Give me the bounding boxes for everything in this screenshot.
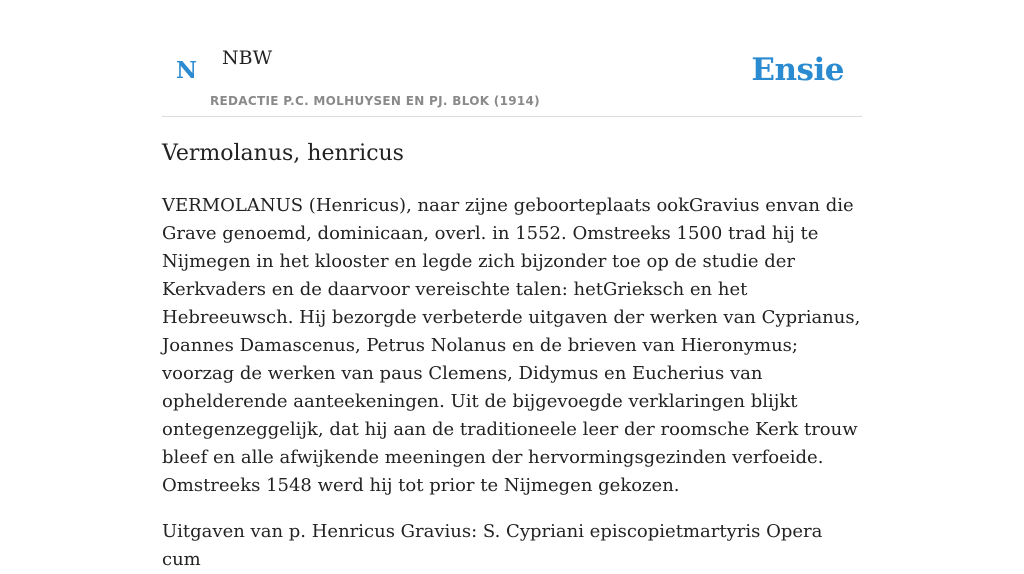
article-title: Vermolanus, henricus: [162, 141, 404, 166]
source-subtitle: REDACTIE P.C. MOLHUYSEN EN PJ. BLOK (1914): [210, 94, 540, 108]
source-name[interactable]: NBW: [222, 47, 273, 69]
article-paragraph: Uitgaven van p. Henricus Gravius: S. Cypriani episcopietmartyris Opera cum: [162, 521, 823, 570]
brand-logo[interactable]: Ensie: [751, 52, 844, 88]
site-header: [162, 0, 862, 117]
article-paragraph: VERMOLANUS (Henricus), naar zijne geboorteplaats ookGravius envan die Grave genoemd, dominicaan, overl. in 1552. Omstreeks 1500 trad hij te Nijmegen in het klooster en legde zich bijzonder toe op de studie der Kerkvaders en de daarvoor vereischte talen: hetGrieksch en het Hebreeuwsch. Hij bezorgde verbeterde uitgaven der werken van Cyprianus, Joannes Damascenus, Petrus Nolanus en de brieven van Hieronymus; voorzag de werken van paus Clemens, Didymus en Eucherius van ophelderende aanteekeningen. Uit de bijgevoegde verklaringen blijkt ontegenzeggelijk, dat hij aan de traditioneele leer der roomsche Kerk trouw bleef en alle afwijkende meeningen der hervormingsgezinden verfoeide. Omstreeks 1548 werd hij tot prior te Nijmegen gekozen.: [162, 195, 861, 496]
source-logo-icon[interactable]: N: [176, 57, 198, 84]
article: [162, 136, 862, 574]
